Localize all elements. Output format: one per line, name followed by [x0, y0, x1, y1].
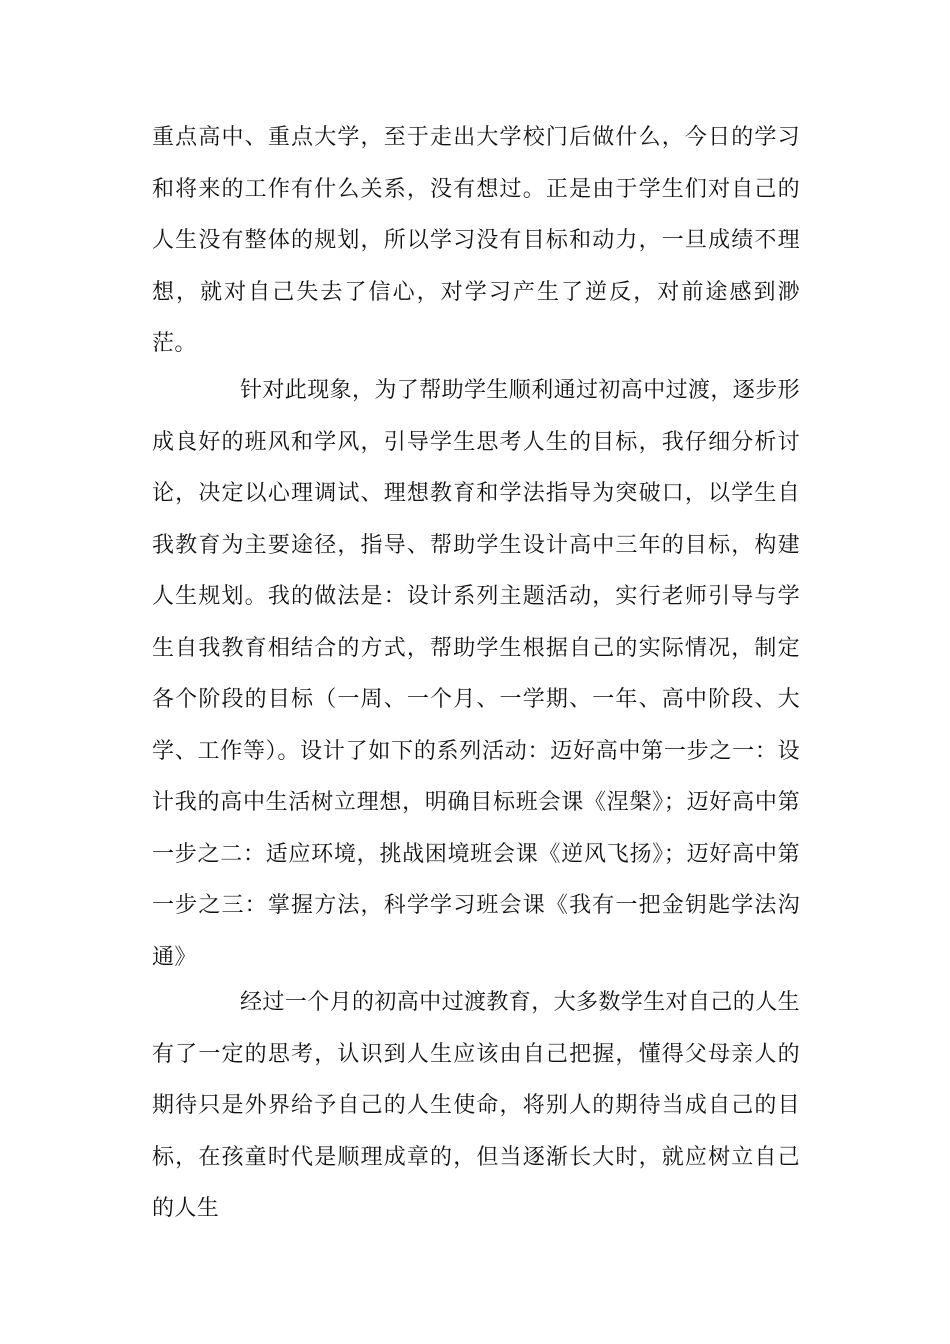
paragraph-1: 重点高中、重点大学，至于走出大学校门后做什么，今日的学习和将来的工作有什么关系，没有想过。正是由于学生们对自己的人生没有整体的规划，所以学习没有目标和动力，一旦成绩不理想，就对自己失去了信心，对学习产生了逆反，对前途感到渺茫。: [152, 125, 800, 356]
paragraph-2: 针对此现象，为了帮助学生顺利通过初高中过渡，逐步形成良好的班风和学风，引导学生思考人生的目标，我仔细分析讨论，决定以心理调试、理想教育和学法指导为突破口，以学生自我教育为主要途径，指导、帮助学生设计高中三年的目标，构建人生规划。我的做法是：设计系列主题活动，实行老师引导与学生自我教育相结合的方式，帮助学生根据自己的实际情况，制定各个阶段的目标（一周、一个月、一学期、一年、高中阶段、大学、工作等）。设计了如下的系列活动：迈好高中第一步之一：设计我的高中生活树立理想，明确目标班会课《涅槃》；迈好高中第一步之二：适应环境，挑战困境班会课《逆风飞扬》；迈好高中第一步之三：掌握方法，科学学习班会课《我有一把金钥匙学法沟通》: [152, 378, 801, 970]
paragraph-3: 经过一个月的初高中过渡教育，大多数学生对自己的人生有了一定的思考，认识到人生应该由自己把握，懂得父母亲人的期待只是外界给予自己的人生使命，将别人的期待当成自己的目标，在孩童时代是顺理成章的，但当逐渐长大时，就应树立自己的人生: [152, 990, 801, 1221]
